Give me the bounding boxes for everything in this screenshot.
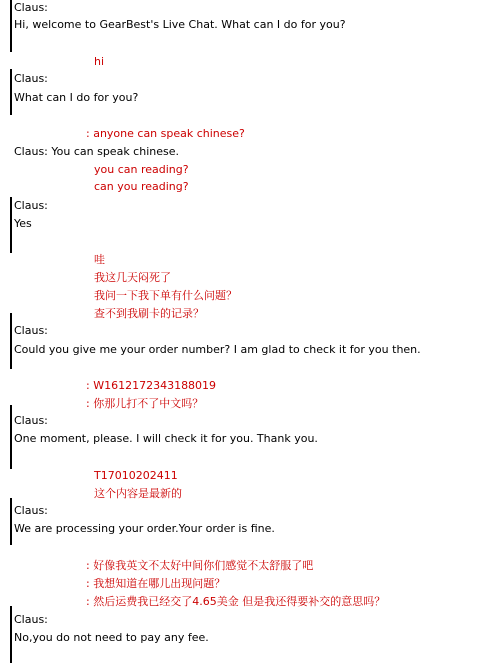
agent-name: Claus: xyxy=(14,72,48,85)
agent-name: Claus: xyxy=(14,504,48,517)
user-message: : 然后运费我已经交了4.65美金 但是我还得要补交的意思吗？ xyxy=(86,595,386,608)
agent-name: Claus: xyxy=(14,199,48,212)
agent-name: Claus: xyxy=(14,414,48,427)
conversation-bar xyxy=(10,197,12,253)
user-message: : 你那儿打不了中文吗？ xyxy=(86,397,204,410)
user-message: can you reading? xyxy=(94,180,189,193)
agent-message: Hi, welcome to GearBest's Live Chat. What can I do for you? xyxy=(14,18,346,31)
user-message: : W1612172343188019 xyxy=(86,379,217,392)
user-message: : 我想知道在哪儿出现问题？ xyxy=(86,577,226,590)
conversation-bar xyxy=(10,405,12,469)
agent-message: What can I do for you? xyxy=(14,91,139,104)
user-message: you can reading? xyxy=(94,163,189,176)
agent-message: Yes xyxy=(14,217,32,230)
agent-message: Could you give me your order number? I am glad to check it for you then. xyxy=(14,343,421,356)
user-message: T17010202411 xyxy=(94,469,178,482)
conversation-bar xyxy=(10,0,12,52)
agent-name: Claus: xyxy=(14,1,48,14)
agent-message: No,you do not need to pay any fee. xyxy=(14,631,209,644)
user-message: 查不到我刷卡的记录？ xyxy=(94,307,204,320)
agent-name: Claus: xyxy=(14,324,48,337)
user-message: 我这几天闷死了 xyxy=(94,271,171,284)
user-message: : 好像我英文不太好中间你们感觉不太舒服了吧 xyxy=(86,559,314,572)
agent-message: Claus: You can speak chinese. xyxy=(14,145,179,158)
conversation-bar xyxy=(10,313,12,369)
agent-message: One moment, please. I will check it for you. Thank you. xyxy=(14,432,318,445)
user-message: 哇 xyxy=(94,253,105,266)
agent-message: We are processing your order.Your order is fine. xyxy=(14,522,275,535)
conversation-bar xyxy=(10,498,12,545)
user-message: : anyone can speak chinese? xyxy=(86,127,245,140)
conversation-bar xyxy=(10,606,12,663)
user-message: hi xyxy=(94,55,105,68)
user-message: 这个内容是最新的 xyxy=(94,487,182,500)
conversation-bar xyxy=(10,69,12,115)
agent-name: Claus: xyxy=(14,613,48,626)
user-message: 我问一下我下单有什么问题？ xyxy=(94,289,237,302)
